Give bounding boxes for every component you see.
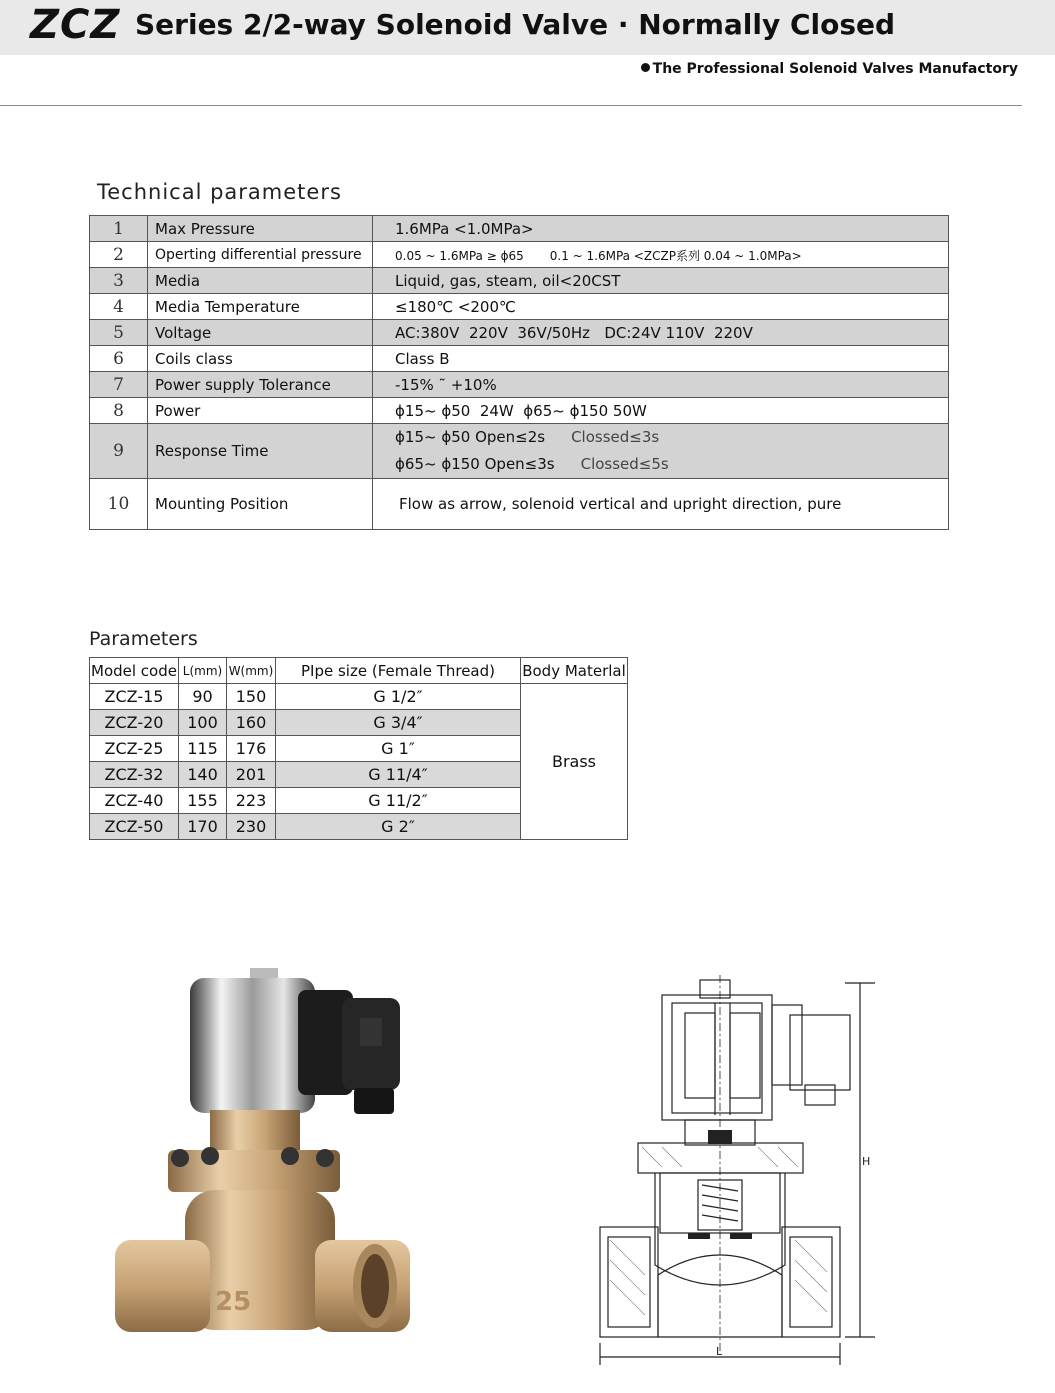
length-value: 155 xyxy=(179,788,227,814)
param-name: Media Temperature xyxy=(148,294,373,320)
table-header-row xyxy=(90,658,628,684)
width-value: 150 xyxy=(227,684,276,710)
response-open: ϕ65~ ϕ150 Open≤3s xyxy=(395,455,555,473)
row-number: 5 xyxy=(90,320,148,346)
table-row xyxy=(90,294,949,320)
col-pipe: PIpe size (Female Thread) xyxy=(276,658,521,684)
param-name: Media xyxy=(148,268,373,294)
param-name: Voltage xyxy=(148,320,373,346)
width-value: 201 xyxy=(227,762,276,788)
pipe-size: G 11/2″ xyxy=(276,788,521,814)
param-value-part: 0.05 ~ 1.6MPa ≥ ϕ65 xyxy=(395,248,524,263)
length-value: 115 xyxy=(179,736,227,762)
param-value: AC:380V 220V 36V/50Hz DC:24V 110V 220V xyxy=(373,320,949,346)
length-value: 140 xyxy=(179,762,227,788)
col-material: Body Materlal xyxy=(521,658,628,684)
table-row xyxy=(90,216,949,242)
response-close: Clossed≤3s xyxy=(571,428,660,446)
param-value xyxy=(373,424,949,479)
col-model: Model code xyxy=(90,658,179,684)
header-divider xyxy=(0,105,1022,106)
technical-parameters-table xyxy=(89,215,949,530)
table-row xyxy=(90,398,949,424)
valve-cross-section-drawing xyxy=(590,975,880,1370)
param-value xyxy=(373,242,949,268)
length-value: 170 xyxy=(179,814,227,840)
table-row xyxy=(90,424,949,479)
param-value-part: 0.1 ~ 1.6MPa <ZCZP系列 0.04 ~ 1.0MPa> xyxy=(549,248,802,263)
table-row xyxy=(90,684,628,710)
page-title: Series 2/2-way Solenoid Valve · Normally Closed xyxy=(135,8,896,41)
model-code: ZCZ-50 xyxy=(90,814,179,840)
param-value: Class B xyxy=(373,346,949,372)
row-number: 8 xyxy=(90,398,148,424)
bullet-icon xyxy=(641,63,650,72)
response-close: Clossed≤5s xyxy=(580,455,669,473)
pipe-size: G 1/2″ xyxy=(276,684,521,710)
col-w: W(mm) xyxy=(227,658,276,684)
param-value: Liquid, gas, steam, oil<20CST xyxy=(373,268,949,294)
model-code: ZCZ-15 xyxy=(90,684,179,710)
body-material: Brass xyxy=(521,684,628,840)
table-row xyxy=(90,372,949,398)
length-value: 90 xyxy=(179,684,227,710)
table-row xyxy=(90,320,949,346)
param-name: Coils class xyxy=(148,346,373,372)
param-value: ≤180℃ <200℃ xyxy=(373,294,949,320)
model-code: ZCZ-20 xyxy=(90,710,179,736)
table-row xyxy=(90,346,949,372)
param-name: Max Pressure xyxy=(148,216,373,242)
row-number: 1 xyxy=(90,216,148,242)
table-row xyxy=(90,479,949,530)
model-code: ZCZ-32 xyxy=(90,762,179,788)
row-number: 4 xyxy=(90,294,148,320)
row-number: 10 xyxy=(90,479,148,530)
param-name: Power xyxy=(148,398,373,424)
width-value: 223 xyxy=(227,788,276,814)
param-name: Operting differential pressure xyxy=(148,242,373,268)
tagline-text: The Professional Solenoid Valves Manufactory xyxy=(652,61,1018,77)
dimension-h-label: H xyxy=(862,1155,871,1168)
parameters-title: Parameters xyxy=(89,628,198,650)
param-value: -15% ˜ +10% xyxy=(373,372,949,398)
dimension-l-label: L xyxy=(716,1345,723,1358)
row-number: 2 xyxy=(90,242,148,268)
brand-logo: ZCZ xyxy=(30,2,121,48)
pipe-size: G 11/4″ xyxy=(276,762,521,788)
pipe-size: G 1″ xyxy=(276,736,521,762)
pipe-size: G 2″ xyxy=(276,814,521,840)
tagline xyxy=(641,61,1018,77)
param-value: Flow as arrow, solenoid vertical and upright direction, pure xyxy=(373,479,949,530)
technical-parameters-title: Technical parameters xyxy=(97,180,342,204)
param-name: Mounting Position xyxy=(148,479,373,530)
model-code: ZCZ-25 xyxy=(90,736,179,762)
row-number: 3 xyxy=(90,268,148,294)
param-name: Response Time xyxy=(148,424,373,479)
row-number: 9 xyxy=(90,424,148,479)
param-value: 1.6MPa <1.0MPa> xyxy=(373,216,949,242)
table-row xyxy=(90,242,949,268)
valve-photo xyxy=(110,960,410,1360)
param-value: ϕ15~ ϕ50 24W ϕ65~ ϕ150 50W xyxy=(373,398,949,424)
parameters-table xyxy=(89,657,628,840)
row-number: 7 xyxy=(90,372,148,398)
response-open: ϕ15~ ϕ50 Open≤2s xyxy=(395,428,546,446)
model-code: ZCZ-40 xyxy=(90,788,179,814)
col-l: L(mm) xyxy=(179,658,227,684)
width-value: 230 xyxy=(227,814,276,840)
pipe-size: G 3/4″ xyxy=(276,710,521,736)
table-row xyxy=(90,268,949,294)
length-value: 100 xyxy=(179,710,227,736)
body-marking: 25 xyxy=(215,1287,252,1317)
width-value: 160 xyxy=(227,710,276,736)
param-name: Power supply Tolerance xyxy=(148,372,373,398)
width-value: 176 xyxy=(227,736,276,762)
row-number: 6 xyxy=(90,346,148,372)
